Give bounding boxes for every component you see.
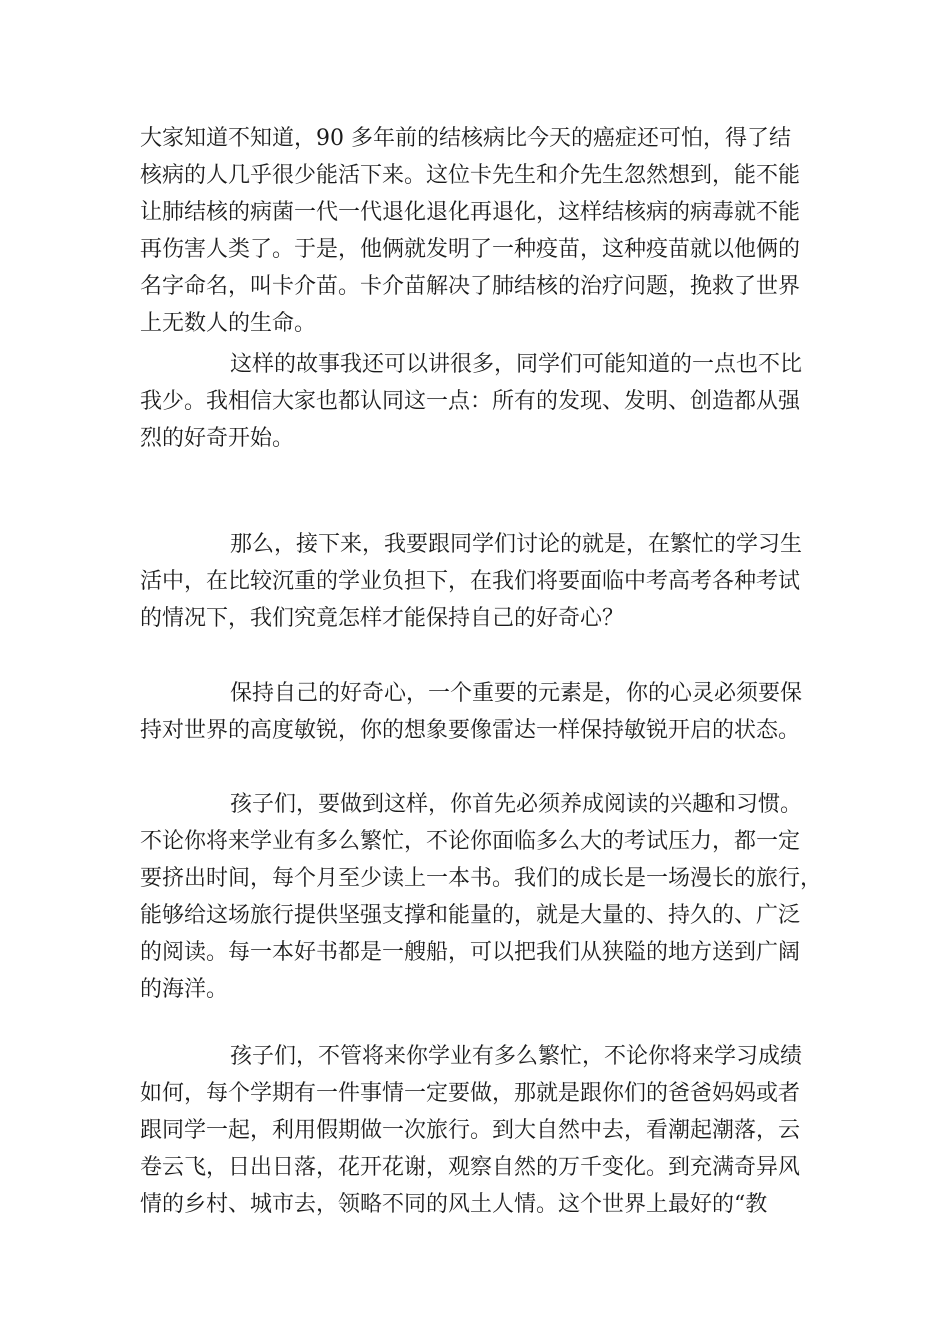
paragraph-line: 这样的故事我还可以讲很多，同学们可能知道的一点也不比 — [230, 352, 803, 377]
paragraph-line: 卷云飞，日出日落，花开花谢，观察自然的万千变化。到充满奇异风 — [140, 1155, 801, 1180]
paragraph-line: 活中，在比较沉重的学业负担下，在我们将要面临中考高考各种考试 — [140, 569, 801, 594]
paragraph-2 — [140, 346, 820, 457]
paragraph-line: 情的乡村、城市去，领略不同的风土人情。这个世界上最好的“教 — [140, 1192, 768, 1217]
paragraph-line: 孩子们，不管将来你学业有多么繁忙，不论你将来学习成绩 — [230, 1044, 803, 1069]
paragraph-line: 烈的好奇开始。 — [140, 426, 295, 451]
paragraph-line: 上无数人的生命。 — [140, 311, 317, 336]
paragraph-line: 保持自己的好奇心，一个重要的元素是，你的心灵必须要保 — [230, 681, 803, 706]
paragraph-line: 的阅读。每一本好书都是一艘船，可以把我们从狭隘的地方送到广阔 — [140, 940, 801, 965]
paragraph-line: 持对世界的高度敏锐，你的想象要像雷达一样保持敏锐开启的状态。 — [140, 718, 801, 743]
paragraph-line: 跟同学一起，利用假期做一次旅行。到大自然中去，看潮起潮落，云 — [140, 1118, 801, 1143]
paragraph-line: 的海洋。 — [140, 977, 229, 1002]
paragraph-line: 如何，每个学期有一件事情一定要做，那就是跟你们的爸爸妈妈或者 — [140, 1081, 801, 1106]
paragraph-6 — [140, 1038, 820, 1223]
paragraph-line: 那么，接下来，我要跟同学们讨论的就是，在繁忙的学习生 — [230, 532, 803, 557]
paragraph-3 — [140, 526, 820, 637]
paragraph-line: 孩子们，要做到这样，你首先必须养成阅读的兴趣和习惯。 — [230, 792, 803, 817]
paragraph-line: 大家知道不知道，90 多年前的结核病比今天的癌症还可怕，得了结 — [140, 126, 791, 151]
paragraph-1 — [140, 120, 820, 342]
paragraph-line: 能够给这场旅行提供坚强支撑和能量的，就是大量的、持久的、广泛 — [140, 903, 801, 928]
paragraph-line: 我少。我相信大家也都认同这一点：所有的发现、发明、创造都从强 — [140, 389, 801, 414]
paragraph-line: 让肺结核的病菌一代一代退化退化再退化，这样结核病的病毒就不能 — [140, 200, 801, 225]
paragraph-line: 名字命名，叫卡介苗。卡介苗解决了肺结核的治疗问题，挽救了世界 — [140, 274, 801, 299]
paragraph-line: 不论你将来学业有多么繁忙，不论你面临多么大的考试压力，都一定 — [140, 829, 801, 854]
paragraph-line: 核病的人几乎很少能活下来。这位卡先生和介先生忽然想到，能不能 — [140, 163, 801, 188]
paragraph-line: 的情况下，我们究竟怎样才能保持自己的好奇心？ — [140, 606, 625, 631]
paragraph-line: 要挤出时间，每个月至少读上一本书。我们的成长是一场漫长的旅行， — [140, 866, 823, 891]
paragraph-4 — [140, 675, 820, 749]
paragraph-line: 再伤害人类了。于是，他俩就发明了一种疫苗，这种疫苗就以他俩的 — [140, 237, 801, 262]
paragraph-5 — [140, 786, 823, 1008]
